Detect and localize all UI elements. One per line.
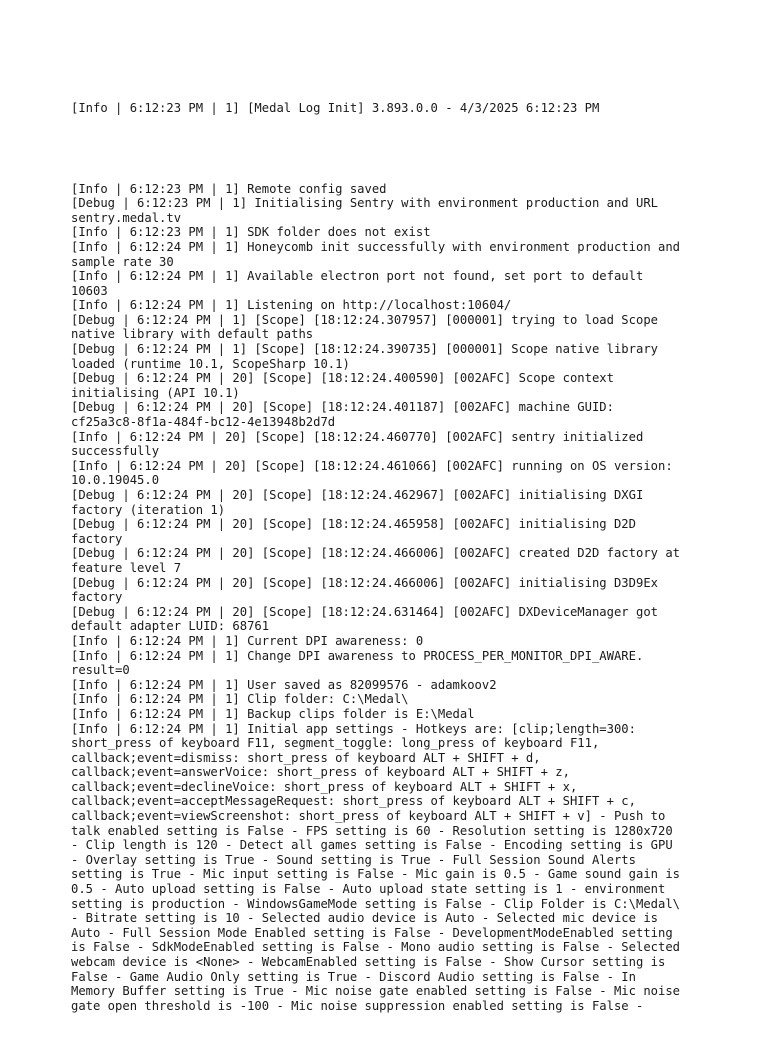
log-header-line: [Info | 6:12:23 PM | 1] [Medal Log Init] 3.893.0.0 - 4/3/2025 6:12:23 PM [71, 101, 600, 116]
log-line: [Info | 6:12:24 PM | 1] Clip folder: C:\Medal\ [71, 692, 409, 707]
log-line: callback;event=dismiss: short_press of keyboard ALT + SHIFT + d, [71, 750, 541, 765]
log-line: [Info | 6:12:24 PM | 1] Honeycomb init successfully with environment production and [71, 239, 681, 254]
log-line: short_press of keyboard F11, segment_toggle: long_press of keyboard F11, [71, 736, 600, 751]
log-line: [Info | 6:12:24 PM | 1] User saved as 82099576 - adamkoov2 [71, 677, 497, 692]
log-line: [Info | 6:12:24 PM | 1] Backup clips folder is E:\Medal [71, 706, 475, 721]
log-line: [Debug | 6:12:24 PM | 20] [Scope] [18:12:24.465958] [002AFC] initialising D2D [71, 517, 636, 532]
log-line: [Debug | 6:12:24 PM | 20] [Scope] [18:12:24.401187] [002AFC] machine GUID: [71, 400, 614, 415]
log-line: 10603 [71, 283, 108, 298]
log-line: is False - SdkModeEnabled setting is False - Mono audio setting is False - Selected [71, 940, 681, 955]
log-line: callback;event=declineVoice: short_press of keyboard ALT + SHIFT + x, [71, 779, 578, 794]
log-line: [Debug | 6:12:24 PM | 20] [Scope] [18:12:24.631464] [002AFC] DXDeviceManager got [71, 604, 658, 619]
log-line: gate open threshold is -100 - Mic noise suppression enabled setting is False - [71, 998, 644, 1013]
log-line: native library with default paths [71, 327, 314, 342]
log-line: cf25a3c8-8f1a-484f-bc12-4e13948b2d7d [71, 415, 336, 430]
log-line: callback;event=answerVoice: short_press of keyboard ALT + SHIFT + z, [71, 765, 570, 780]
log-line: callback;event=viewScreenshot: short_press of keyboard ALT + SHIFT + v] - Push to [71, 809, 666, 824]
log-line: [Debug | 6:12:24 PM | 20] [Scope] [18:12:24.466006] [002AFC] created D2D factory at [71, 546, 681, 561]
log-line: webcam device is <None> - WebcamEnabled setting is False - Show Cursor setting is [71, 955, 666, 970]
log-line: False - Game Audio Only setting is True - Discord Audio setting is False - In [71, 969, 636, 984]
log-line: - Overlay setting is True - Sound setting is True - Full Session Sound Alerts [71, 852, 636, 867]
log-line: 0.5 - Auto upload setting is False - Auto upload state setting is 1 - environment [71, 882, 666, 897]
log-line: [Debug | 6:12:24 PM | 1] [Scope] [18:12:24.390735] [000001] Scope native library [71, 342, 658, 357]
log-line: loaded (runtime 10.1, ScopeSharp 10.1) [71, 356, 350, 371]
log-line: default adapter LUID: 68761 [71, 619, 270, 634]
log-line: [Info | 6:12:23 PM | 1] SDK folder does not exist [71, 225, 431, 240]
log-line: result=0 [71, 663, 130, 678]
log-line: [Debug | 6:12:24 PM | 20] [Scope] [18:12:24.466006] [002AFC] initialising D3D9Ex [71, 575, 658, 590]
log-line: [Debug | 6:12:24 PM | 1] [Scope] [18:12:24.307957] [000001] trying to load Scope [71, 312, 658, 327]
log-line: successfully [71, 444, 160, 459]
log-line: initialising (API 10.1) [71, 385, 240, 400]
log-text-block [71, 72, 711, 1043]
log-line: factory [71, 590, 123, 605]
log-line: factory [71, 531, 123, 546]
blank-line [71, 145, 711, 152]
log-line: factory (iteration 1) [71, 502, 226, 517]
log-line: Auto - Full Session Mode Enabled setting is False - DevelopmentModeEnabled setting [71, 925, 673, 940]
log-line: talk enabled setting is False - FPS setting is 60 - Resolution setting is 1280x720 [71, 823, 673, 838]
log-line: - Bitrate setting is 10 - Selected audio device is Auto - Selected mic device is [71, 911, 658, 926]
log-line: [Info | 6:12:24 PM | 1] Listening on http://localhost:10604/ [71, 298, 512, 313]
log-line: [Info | 6:12:24 PM | 20] [Scope] [18:12:24.460770] [002AFC] sentry initialized [71, 429, 644, 444]
log-line: 10.0.19045.0 [71, 473, 160, 488]
log-line: sample rate 30 [71, 254, 174, 269]
log-line: Memory Buffer setting is True - Mic noise gate enabled setting is False - Mic noise [71, 984, 681, 999]
log-line: [Debug | 6:12:23 PM | 1] Initialising Sentry with environment production and URL [71, 196, 658, 211]
log-line: sentry.medal.tv [71, 210, 182, 225]
log-line: callback;event=acceptMessageRequest: short_press of keyboard ALT + SHIFT + c, [71, 794, 636, 809]
log-line: [Debug | 6:12:24 PM | 20] [Scope] [18:12:24.462967] [002AFC] initialising DXGI [71, 488, 644, 503]
log-line: [Info | 6:12:24 PM | 1] Change DPI awareness to PROCESS_PER_MONITOR_DPI_AWARE. [71, 648, 644, 663]
log-line: setting is production - WindowsGameMode setting is False - Clip Folder is C:\Medal\ [71, 896, 681, 911]
log-line: [Info | 6:12:24 PM | 1] Current DPI awareness: 0 [71, 633, 424, 648]
log-line: setting is True - Mic input setting is False - Mic gain is 0.5 - Game sound gain is [71, 867, 681, 882]
log-line: [Info | 6:12:24 PM | 1] Initial app settings - Hotkeys are: [clip;length=300: [71, 721, 636, 736]
log-line: - Clip length is 120 - Detect all games setting is False - Encoding setting is GPU [71, 838, 673, 853]
log-line: [Info | 6:12:24 PM | 1] Available electron port not found, set port to default [71, 269, 644, 284]
log-line: feature level 7 [71, 560, 182, 575]
log-line: [Info | 6:12:23 PM | 1] Remote config saved [71, 181, 387, 196]
log-line: [Info | 6:12:24 PM | 20] [Scope] [18:12:24.461066] [002AFC] running on OS version: [71, 458, 673, 473]
log-lines [71, 182, 711, 1014]
log-line: [Debug | 6:12:24 PM | 20] [Scope] [18:12:24.400590] [002AFC] Scope context [71, 371, 614, 386]
